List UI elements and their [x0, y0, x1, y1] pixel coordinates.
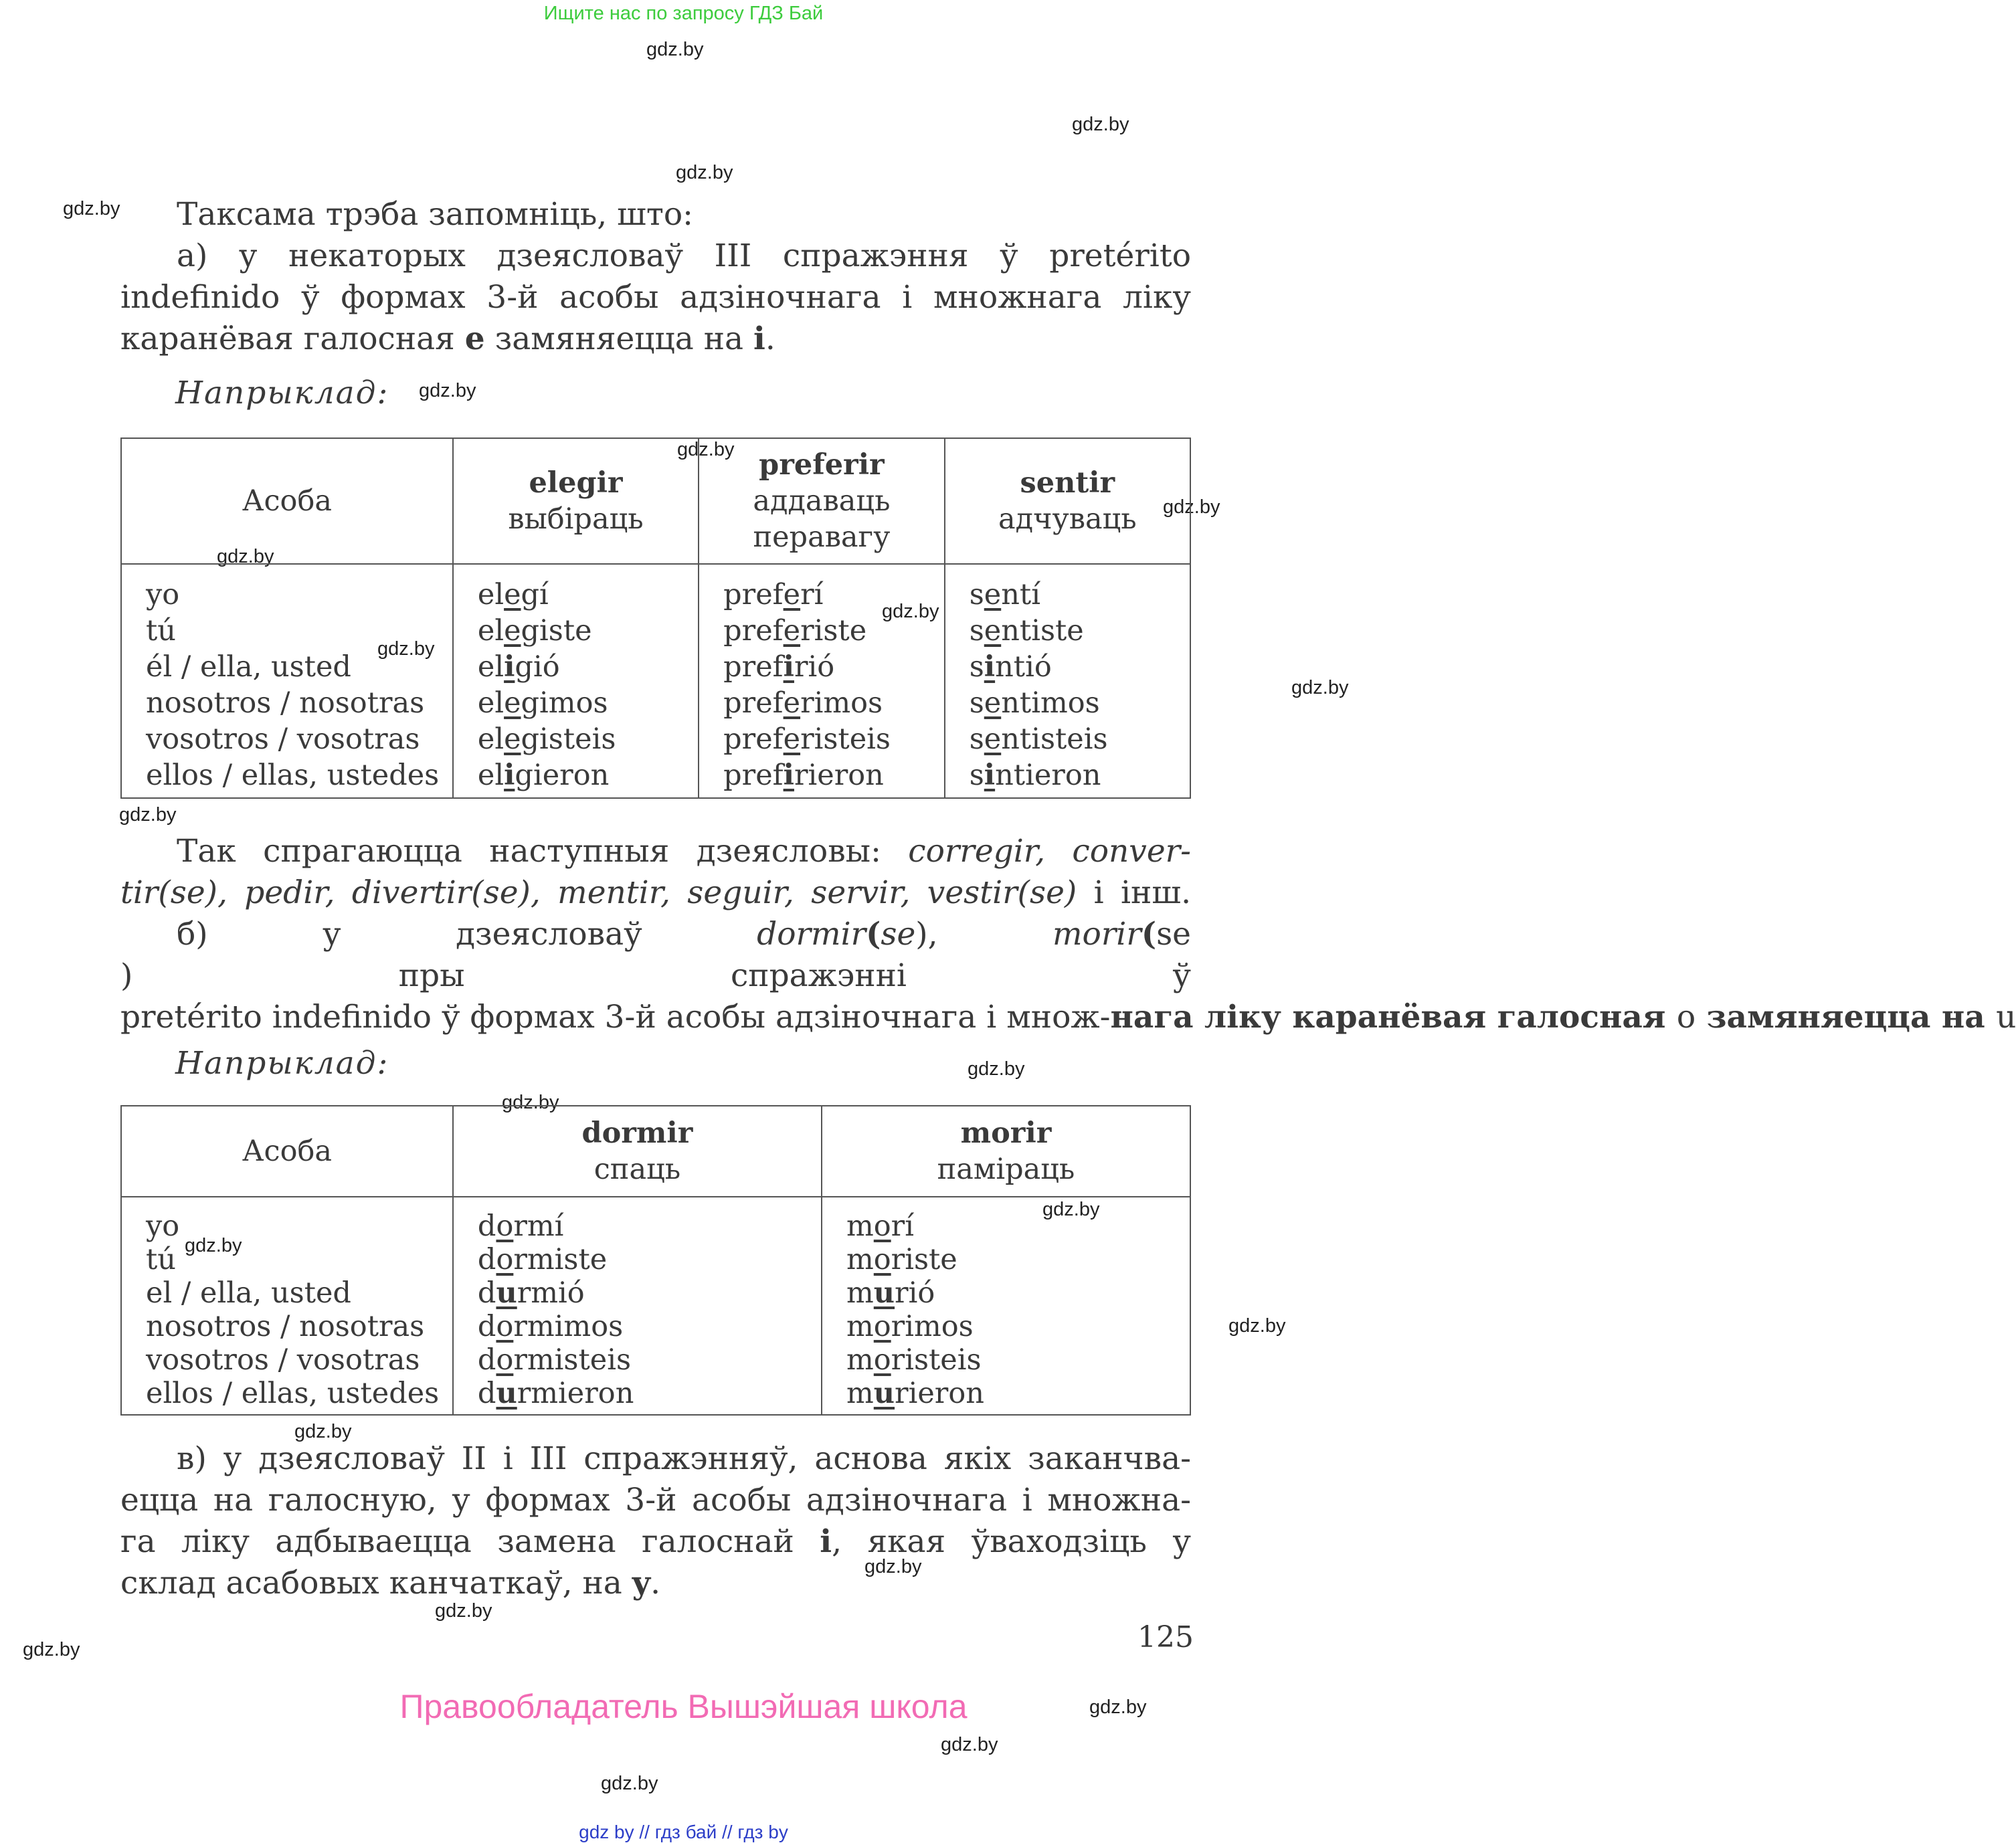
para-b-line-1: б) у дзеясловаў dormir(se), morir(se	[177, 916, 1191, 953]
watermark: gdz.by	[419, 380, 476, 401]
footer-links[interactable]: gdz by // гдз бай // гдз by	[579, 1822, 788, 1842]
para-v-line-1: в) у дзеясловаў II і III спражэнняў, аснова якіх заканчва-	[177, 1440, 1191, 1477]
watermark: gdz.by	[601, 1773, 658, 1794]
watermark: gdz.by	[63, 198, 120, 219]
watermark: gdz.by	[294, 1421, 352, 1442]
persons-column: yo tú el / ella, usted nosotros / nosotras vosotros / vosotras ellos / ellas, ustedes	[121, 1197, 453, 1415]
paragraph-b	[120, 831, 2016, 1038]
para-b-line-3: pretérito indefinido ў формах 3-й асобы адзіночнага і множ-нага ліку каранёвая галосная o замяняецца на u	[120, 999, 2016, 1036]
conjugation-table-1	[120, 438, 1191, 799]
watermark: gdz.by	[968, 1058, 1025, 1080]
watermark: gdz.by	[941, 1734, 998, 1755]
verb-header-preferir: preferir аддаваць перавагу	[699, 438, 945, 564]
para-tak-line-1: Так спрагаюцца наступныя дзеясловы: corregir, conver-	[177, 833, 1192, 870]
watermark: gdz.by	[185, 1235, 242, 1256]
paragraph-a	[120, 194, 1191, 360]
forms-column-preferir: preferí preferiste prefirió preferimos preferisteis prefirieron	[699, 564, 945, 798]
forms-column-elegir: elegí elegiste eligió elegimos elegisteis eligieron	[453, 564, 699, 798]
para-a-line-3: каранёвая галосная e замяняецца на i.	[120, 320, 775, 357]
example-label-2: Напрыклад:	[175, 1045, 389, 1082]
rights-holder: Правообладатель Вышэйшая школа	[399, 1688, 968, 1725]
watermark: gdz.by	[502, 1092, 559, 1113]
forms-column-dormir: dormí dormiste durmió dormimos dormisteis durmieron	[453, 1197, 822, 1415]
watermark: gdz.by	[119, 804, 177, 826]
persons-column: yo tú él / ella, usted nosotros / nosotras vosotros / vosotras ellos / ellas, ustedes	[121, 564, 453, 798]
verb-header-elegir: elegir выбіраць	[453, 438, 699, 564]
intro-line: Таксама трэба запомніць, што:	[177, 196, 693, 233]
watermark: gdz.by	[864, 1556, 922, 1577]
watermark: gdz.by	[676, 162, 733, 183]
person-header: Асоба	[121, 438, 453, 564]
paragraph-v	[120, 1438, 1191, 1604]
watermark: gdz.by	[1163, 496, 1220, 518]
forms-column-sentir: sentí sentiste sintió sentimos sentisteis sintieron	[945, 564, 1190, 798]
watermark: gdz.by	[23, 1639, 80, 1660]
forms-column-morir: morí moriste murió morimos moristeis murieron	[822, 1197, 1190, 1415]
person-header: Асоба	[121, 1106, 453, 1197]
watermark: gdz.by	[435, 1600, 492, 1622]
verb-header-sentir: sentir адчуваць	[945, 438, 1190, 564]
para-v-line-3: га ліку адбываецца замена галоснай i, якая ўваходзіць у	[120, 1523, 1191, 1560]
watermark: gdz.by	[1072, 114, 1129, 135]
watermark: gdz.by	[677, 439, 735, 460]
para-a-line-2: indefinido ў формах 3-й асобы адзіночнага і множнага ліку	[120, 279, 1191, 316]
para-v-line-4: склад асабовых канчаткаў, на y.	[120, 1565, 661, 1602]
conjugation-table-2	[120, 1105, 1191, 1416]
page-number: 125	[1137, 1620, 1194, 1654]
para-a-line-1: а) у некаторых дзеясловаў III спражэння ў pretérito	[177, 237, 1191, 274]
para-v-line-2: ецца на галосную, у формах 3-й асобы адзіночнага і множна-	[120, 1482, 1191, 1519]
watermark: gdz.by	[1089, 1696, 1147, 1718]
verb-header-dormir: dormir спаць	[453, 1106, 822, 1197]
top-banner: Ищите нас по запросу ГДЗ Бай	[543, 3, 824, 24]
watermark: gdz.by	[1228, 1315, 1286, 1337]
watermark: gdz.by	[882, 601, 939, 622]
watermark: gdz.by	[1042, 1199, 1100, 1220]
verb-header-morir: morir паміраць	[822, 1106, 1190, 1197]
para-b-line-2: ) пры спражэнні ў	[120, 957, 1191, 994]
watermark: gdz.by	[377, 638, 435, 660]
example-label-1: Напрыклад:	[175, 375, 389, 411]
watermark: gdz.by	[217, 546, 274, 567]
watermark: gdz.by	[1291, 677, 1349, 698]
watermark: gdz.by	[646, 39, 704, 60]
para-tak-line-2: tir(se), pedir, divertir(se), mentir, seguir, servir, vestir(se) і інш.	[120, 874, 1192, 911]
